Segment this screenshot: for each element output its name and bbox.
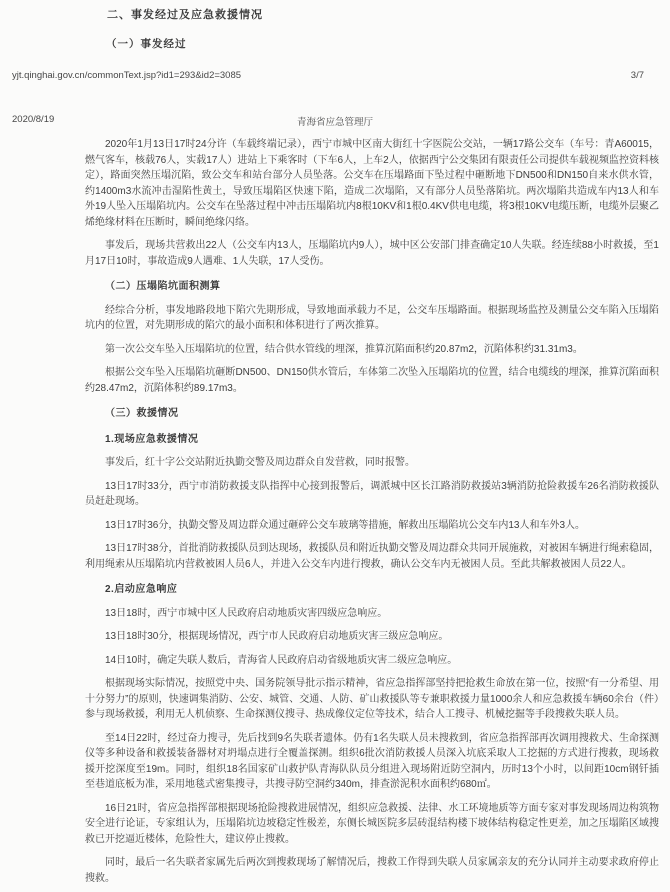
body-paragraph: 同时，最后一名失联者家属先后两次到搜救现场了解情况后，搜救工作得到失联人员家属亲友的充分认同并主动要求政府停止搜救。 [85, 857, 659, 884]
print-footer [12, 70, 644, 81]
body-paragraph: 13日17时33分，西宁市消防救援支队指挥中心接到报警后，调派城中区长江路消防救援站3辆消防抢险救援车26名消防救援队员赶赴现场。 [85, 480, 659, 507]
body-paragraph: 至14日22时，经过奋力搜寻，先后找到9名失联者遗体。仍有1名失联人员未搜救到，省应急指挥部再次调用搜救犬、生命探测仪等多种设备和救援装备器材对坍塌点进行全覆盖探测。组织6批次消防救援人员深入坑底采取人工挖掘的方式进行搜救，现场救援开挖深度至19m。同时，组织18名国家矿山救护队青海队队员分组进入现场附近防空洞内，历时13个小时，以间距10cm钢钎插至巷道底板为准，采用地毯式密集搜寻，共搜寻防空洞约340m，排查淤泥积水面积约680㎡。 [85, 732, 659, 790]
body-paragraph: 2020年1月13日17时24分许（车载终端记录），西宁市城中区南大街红十字医院公交站，一辆17路公交车（车号：青A60015，燃气客车，核载76人，实载17人）进站上下乘客时（下车6人，上车2人，依据西宁公交集团有限责任公司提供车载视频监控资料核定），路面突然压塌沉陷，致公交车和站台部分人员坠落。公交车在压塌路面下坠过程中砸断地下DN500和DN150自来水供水管，约1400m3水流冲击湿陷性黄土，导致压塌陷区快速下陷，造成二次塌陷，又有部分人员坠落陷坑。两次塌陷共造成车内13人和车外19人坠入压塌陷坑内。公交车在坠落过程中冲击压塌陷坑内8根10KV和1根0.4KV供电电缆，将3根10KV电缆压断，电缆外层聚乙烯绝缘材料在压断时，瞬间绝缘闪络。 [85, 139, 659, 228]
page-number: 3/7 [630, 70, 644, 81]
document-body [85, 137, 659, 892]
numbered-subheading: 1.现场应急救援情况 [105, 433, 199, 445]
body-paragraph: 16日21时，省应急指挥部根据现场抢险搜救进展情况，组织应急救援、法律、水工环境地质等方面专家对事发现场周边构筑物安全进行论证，专家组认为，压塌陷坑边坡稳定性极差，东侧长城医院多层砖混结构楼下坡体结构稳定性更差，加之压塌陷区域搜救已开挖逼近楼体，危险性大，建议停止搜救。 [85, 802, 659, 845]
body-paragraph: 13日18时，西宁市城中区人民政府启动地质灾害四级应急响应。 [105, 607, 388, 619]
body-paragraph: 第一次公交车坠入压塌陷坑的位置，结合供水管线的埋深，推算沉陷面积约20.87m2，沉陷体积约31.31m3。 [105, 343, 583, 355]
body-paragraph: 13日17时36分，执勤交警及周边群众通过砸碎公交车玻璃等措施，解救出压塌陷坑公交车内13人和车外3人。 [105, 519, 586, 531]
body-paragraph: 事发后，现场共营救出22人（公交车内13人，压塌陷坑内9人），城中区公安部门排查确定10人失联。经连续88小时救援，至1月17日10时，事故造成9人遇难、1人失联，17人受伤。 [85, 240, 659, 267]
section-heading: 二、事发经过及应急救援情况 [107, 9, 263, 21]
body-paragraph: 13日17时38分，首批消防救援队员到达现场，救援队员和附近执勤交警及周边群众共同开展施救，对被困车辆进行绳索稳固，利用绳索从压塌陷坑内营救被困人员6人，并进入公交车内进行搜救，确认公交车内无被困人员。至此共解救被困人员22人。 [85, 543, 659, 570]
subsection-heading: （一）事发经过 [106, 38, 187, 50]
numbered-subheading: 2.启动应急响应 [105, 584, 178, 595]
body-paragraph: 根据现场实际情况，按照党中央、国务院领导批示指示精神，省应急指挥部坚持把抢救生命放在第一位，按照“有一分希望、用十分努力”的原则，快速调集消防、公安、城管、交通、人防、矿山救援队等专兼职救援力量1000余人和应急救援车辆60余台（件）参与现场救援，利用无人机侦察、生命探测仪搜寻、热成像仪定位等技术，结合人工搜寻、机械挖掘等手段搜救失联人员。 [85, 678, 659, 720]
body-paragraph: 13日18时30分，根据现场情况，西宁市人民政府启动地质灾害三级应急响应。 [105, 631, 449, 642]
print-date: 2020/8/19 [12, 114, 55, 125]
body-paragraph: 经综合分析，事发地路段地下陷穴先期形成，导致地面承载力不足，公交车压塌路面。根据现场监控及测量公交车陷入压塌陷坑内的位置，对先期形成的陷穴的最小面积和体积进行了两次推算。 [85, 304, 659, 331]
section-heading: （二）压塌陷坑面积测算 [105, 281, 221, 292]
previous-page-tail [85, 6, 658, 51]
section-heading: （三）救援情况 [105, 408, 179, 419]
body-paragraph: 根据公交车坠入压塌陷坑砸断DN500、DN150供水管后，车体第二次坠入压塌陷坑的位置，结合电缆线的埋深，推算沉陷面积约28.47m2，沉陷体积约89.17m3。 [85, 367, 659, 394]
body-paragraph: 14日10时，确定失联人数后，青海省人民政府启动省级地质灾害二级应急响应。 [105, 654, 458, 666]
page-url: yjt.qinghai.gov.cn/commonText.jsp?id1=293&id2=3085 [12, 70, 242, 81]
print-header [12, 114, 658, 128]
document-title: 青海省应急管理厅 [296, 117, 373, 128]
body-paragraph: 事发后，红十字公交站附近执勤交警及周边群众自发营救，同时报警。 [105, 457, 415, 468]
